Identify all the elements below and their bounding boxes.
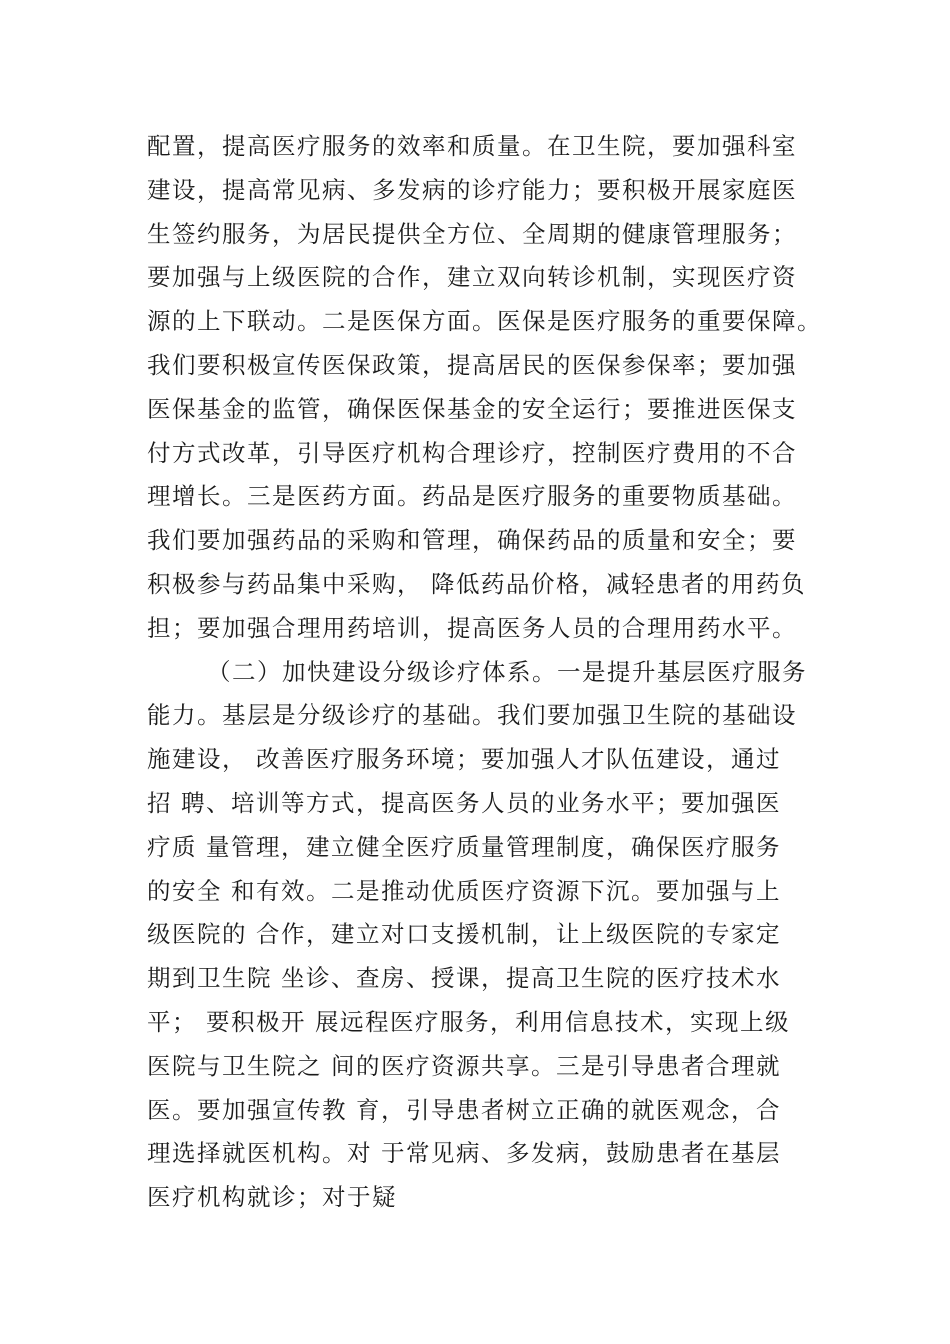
text-line: 医保基金的监管，确保医保基金的安全运行；要推进医保支 [147, 394, 797, 423]
text-line: 期到卫生院 坐诊、查房、授课，提高卫生院的医疗技术水 [147, 964, 781, 993]
text-line: 理增长。三是医药方面。药品是医疗服务的重要物质基础。 [147, 482, 797, 511]
section-heading-line: （二）加快建设分级诊疗体系。一是提升基层医疗服务 [207, 657, 807, 686]
text-line: 医疗机构就诊；对于疑 [147, 1183, 397, 1212]
text-line: 生签约服务，为居民提供全方位、全周期的健康管理服务； [147, 219, 797, 248]
text-line: 的安全 和有效。二是推动优质医疗资源下沉。要加强与上 [147, 876, 781, 905]
text-line: 我们要积极宣传医保政策，提高居民的医保参保率；要加强 [147, 350, 797, 379]
text-line: 积极参与药品集中采购， 降低药品价格，减轻患者的用药负 [147, 569, 806, 598]
text-line: 级医院的 合作，建立对口支援机制，让上级医院的专家定 [147, 920, 781, 949]
text-line: 我们要加强药品的采购和管理，确保药品的质量和安全；要 [147, 526, 797, 555]
text-line: 源的上下联动。二是医保方面。医保是医疗服务的重要保障。 [147, 307, 822, 336]
text-line: 配置，提高医疗服务的效率和质量。在卫生院，要加强科室 [147, 132, 797, 160]
text-line: 医。要加强宣传教 育，引导患者树立正确的就医观念，合 [147, 1095, 781, 1124]
text-line: 付方式改革，引导医疗机构合理诊疗，控制医疗费用的不合 [147, 438, 797, 467]
text-line: 要加强与上级医院的合作，建立双向转诊机制，实现医疗资 [147, 263, 797, 292]
text-line: 建设，提高常见病、多发病的诊疗能力；要积极开展家庭医 [147, 175, 797, 204]
text-line: 担；要加强合理用药培训，提高医务人员的合理用药水平。 [147, 613, 797, 642]
text-line: 能力。基层是分级诊疗的基础。我们要加强卫生院的基础设 [147, 701, 797, 730]
text-line: 招 聘、培训等方式，提高医务人员的业务水平；要加强医 [147, 788, 781, 817]
text-line: 平； 要积极开 展远程医疗服务，利用信息技术，实现上级 [147, 1007, 790, 1036]
text-line: 施建设， 改善医疗服务环境；要加强人才队伍建设，通过 [147, 745, 781, 774]
body-text [147, 125, 827, 1220]
text-line: 理选择就医机构。对 于常见病、多发病，鼓励患者在基层 [147, 1139, 781, 1168]
text-line: 疗质 量管理，建立健全医疗质量管理制度，确保医疗服务 [147, 832, 781, 861]
text-line: 医院与卫生院之 间的医疗资源共享。三是引导患者合理就 [147, 1051, 781, 1080]
